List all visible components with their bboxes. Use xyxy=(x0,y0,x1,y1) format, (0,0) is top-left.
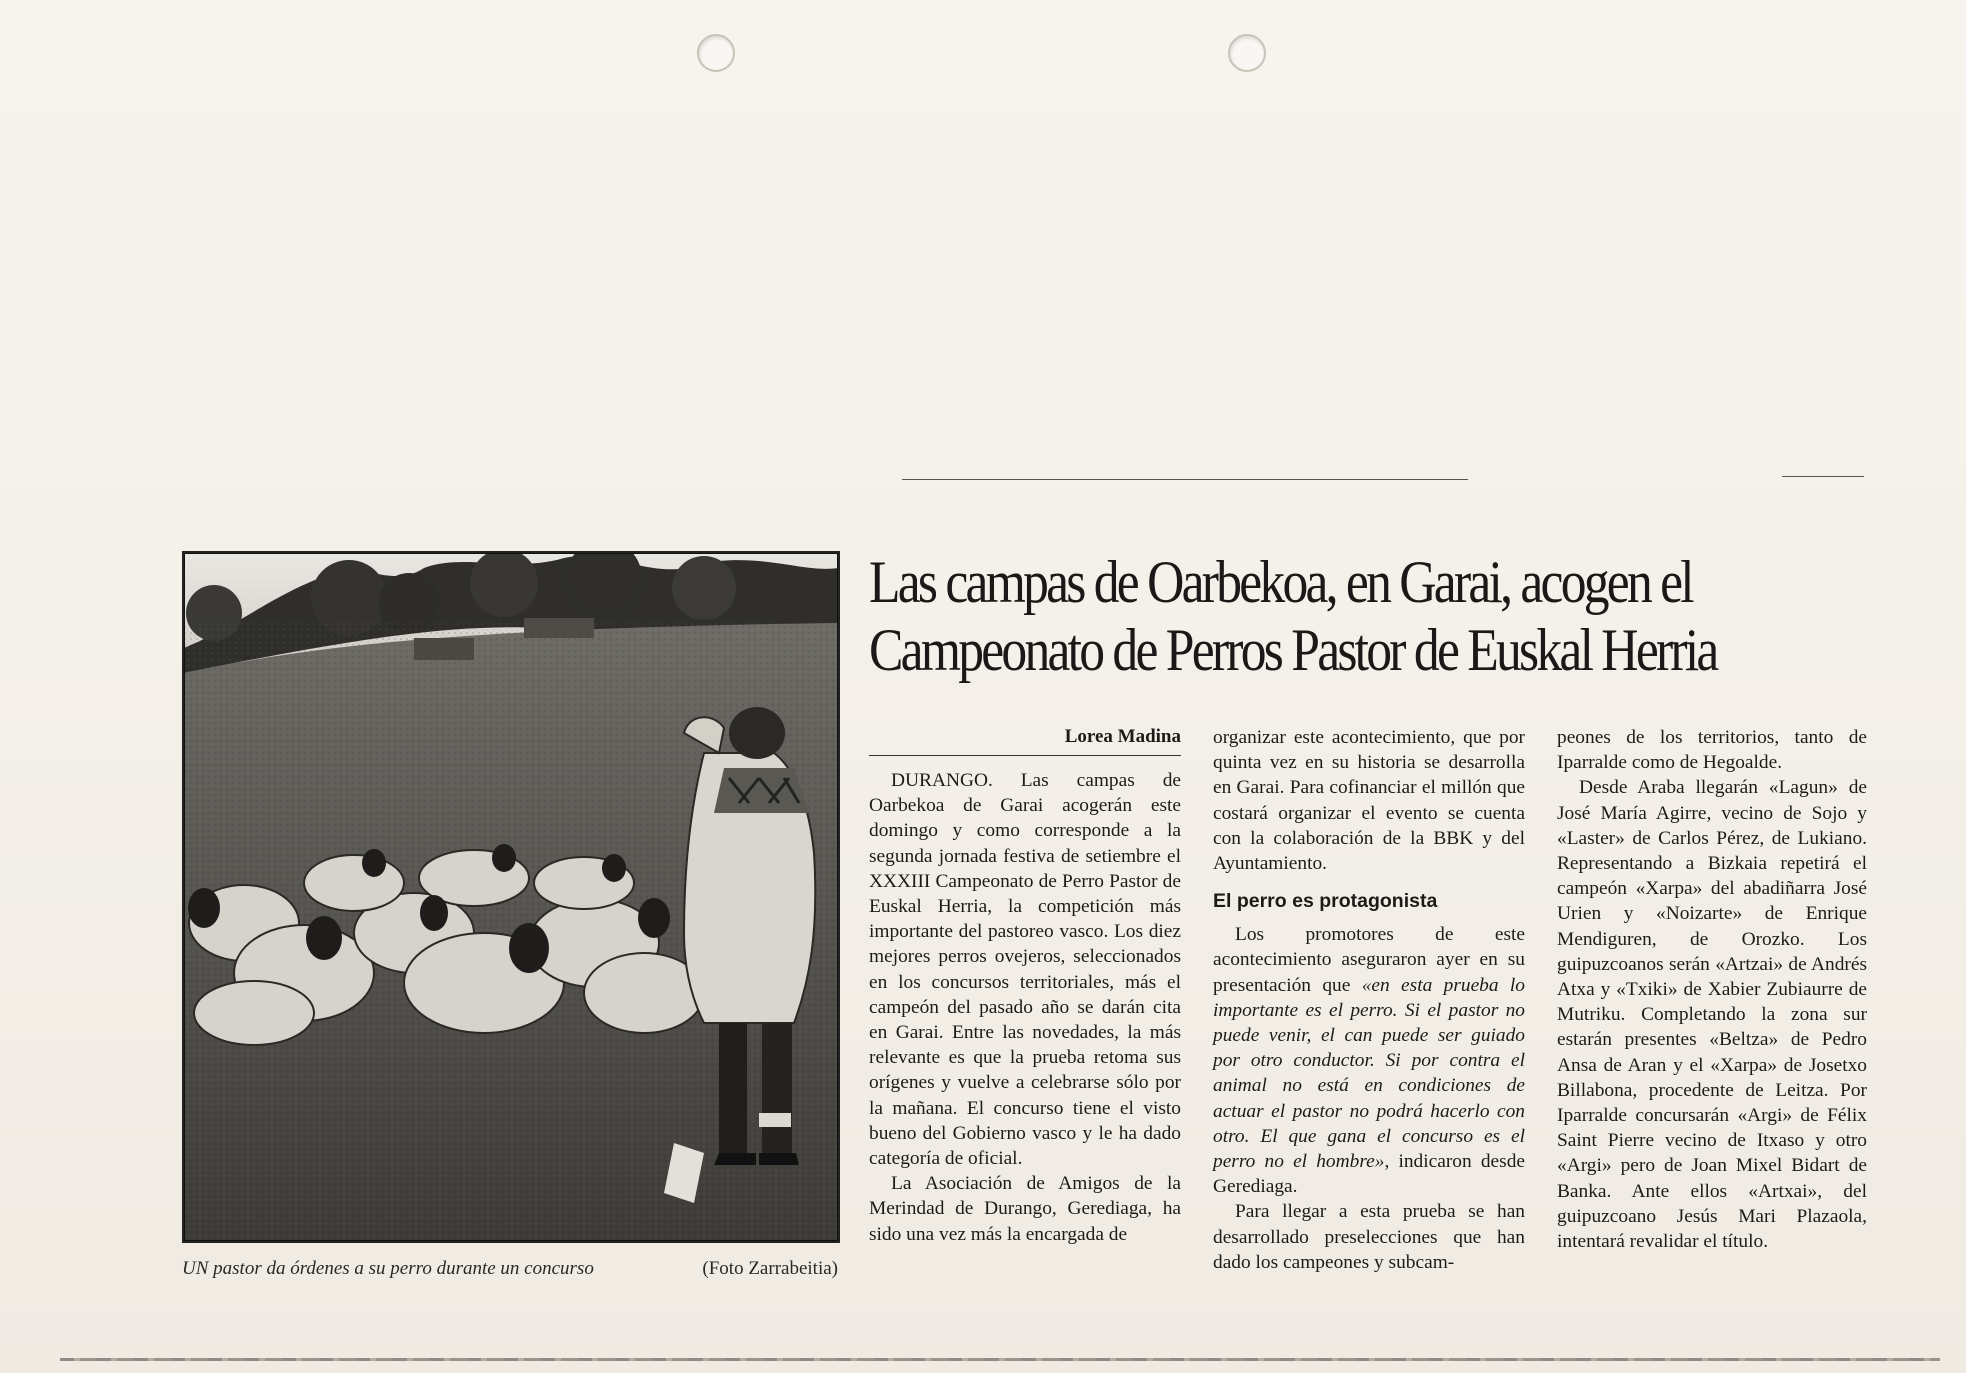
photo-credit: (Foto Zarrabeitia) xyxy=(702,1258,838,1279)
headline-line-2: Campeonato de Perros Pastor de Euskal Herria xyxy=(869,617,1717,683)
photo-caption xyxy=(182,1258,838,1286)
column-2-paragraph-1: organizar este acontecimiento, que por quinta vez en su historia se desarrolla en Garai. Para cofinanciar el millón que costará organizar el evento se cuenta con la colaboración de la BBK y del Ayuntamiento. xyxy=(1213,727,1525,875)
punch-hole-right xyxy=(1228,34,1266,72)
article-column-3 xyxy=(1557,725,1867,1254)
section-subhead: El perro es protagonista xyxy=(1213,890,1438,913)
top-rule-main xyxy=(902,479,1468,480)
punch-hole-left xyxy=(697,34,735,72)
byline: Lorea Madina xyxy=(869,725,1181,756)
paragraph-tail-text: , indicaron desde Gerediaga. xyxy=(1213,1151,1525,1198)
article-body xyxy=(869,725,1869,1285)
column-1-paragraph-1: DURANGO. Las campas de Oarbekoa de Garai acogerán este domingo y como corresponde a la segunda jornada festiva de setiembre el XXXIII Campeonato de Perro Pastor de Euskal Herria, la competición más importante del pastoreo vasco. Los diez mejores perros ovejeros, seleccionados en los concursos territoriales, más el campeón del pasado año se darán cita en Garai. Entre las novedades, la más relevante es que la prueba retoma sus orígenes y vuelve a celebrarse sólo por la mañana. El concurso tiene el visto bueno del Gobierno vasco y le ha dado categoría de oficial. xyxy=(869,770,1181,1170)
top-rule-right xyxy=(1782,476,1864,477)
column-2-paragraph-3: Para llegar a esta prueba se han desarrollado preselecciones que han dado los campeones y subcam- xyxy=(1213,1201,1525,1273)
quoted-statement: «en esta prueba lo importante es el perro. Si el pastor no puede venir, el can puede ser guiado por otro conductor. Si por contra el animal no está en condiciones de actuar el pastor no podrá hacerlo con otro. El que gana el concurso es el perro no el hombre» xyxy=(1213,974,1525,1173)
bottom-torn-edge-rule xyxy=(60,1358,1940,1361)
headline-line-1: Las campas de Oarbekoa, en Garai, acogen el xyxy=(869,549,1692,615)
paragraph-lead-text: Los promotores de este acontecimiento aseguraron ayer en su presentación que xyxy=(1213,924,1525,996)
column-3-paragraph-2: Desde Araba llegarán «Lagun» de José María Agirre, vecino de Sojo y «Laster» de Carlos Pérez, de Lukiano. Representando a Bizkaia repetirá el campeón «Xarpa» del abadiñarra José Urien y «Noizarte» de Enrique Mendiguren, de Orozko. Los guipuzcoanos serán «Artzai» de Andrés Atxa y «Txiki» de Xabier Zubiaurre de Mutriku. Completando la zona sur estarán presentes «Beltza» de Pedro Ansa de Aran y el «Xarpa» de Josetxo Billabona, procedente de Leitza. Por Iparralde concursarán «Argi» de Félix Saint Pierre vecino de Itxaso y otro «Argi» pero de Joan Mixel Bidart de Banka. Ante ellos «Artxai», del guipuzcoano Jesús Mari Plazaola, intentará revalidar el título. xyxy=(1557,777,1867,1253)
headline xyxy=(869,548,1781,684)
caption-text: UN pastor da órdenes a su perro durante un concurso xyxy=(182,1258,594,1279)
article-column-1 xyxy=(869,725,1181,1247)
article-column-2 xyxy=(1213,725,1525,1275)
column-2-paragraph-2 xyxy=(1213,922,1525,1199)
column-1-paragraph-2: La Asociación de Amigos de la Merindad de Durango, Gerediaga, ha sido una vez más la encargada de xyxy=(869,1173,1181,1245)
article-photo xyxy=(182,551,840,1243)
shepherd-with-sheep-image xyxy=(184,553,838,1241)
column-3-paragraph-1: peones de los territorios, tanto de Iparralde como de Hegoalde. xyxy=(1557,727,1867,774)
